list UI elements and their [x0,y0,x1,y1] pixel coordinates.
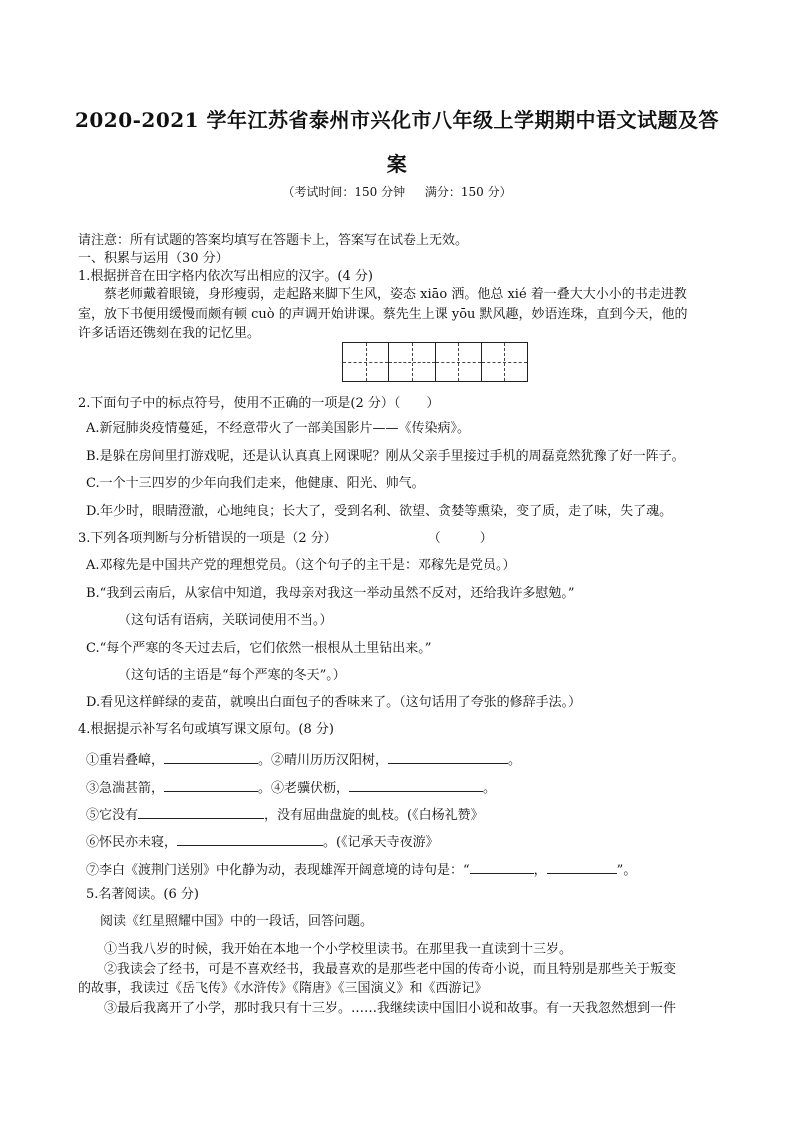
q4-line4-a: ⑥怀民亦未寝， [86,835,178,850]
q1-passage-line1: 蔡老师戴着眼镜，身形瘦弱，走起路来脚下生风，姿态 xiāo 洒。他总 xié 着一叠大大小小的书走进教 [104,287,687,302]
section-heading: 一、积累与运用（30 分） [78,251,229,266]
q2-option-b: B.是躲在房间里打游戏呢，还是认认真真上网课呢？刚从父亲手里接过手机的周磊竟然犹豫了好一阵子。 [86,449,685,464]
answer-blank[interactable] [547,859,617,874]
q2-option-d: D.年少时，眼睛澄澈，心地纯良；长大了，受到名利、欲望、贪婪等熏染，变了质，走了味，失了魂。 [86,504,673,519]
q4-line5-b: ， [533,863,547,878]
q3-option-b-note: （这句话有语病，关联词使用不当。） [118,613,333,628]
q4-stem: 4.根据提示补写名句或填写课文原句。(8 分) [78,722,334,737]
q1-stem: 1.根据拼音在田字格内依次写出相应的汉字。(4 分) [78,269,373,284]
answer-blank[interactable] [164,749,258,764]
q5-stem: 5.名著阅读。(6 分) [86,887,199,902]
q3-option-d: D.看见这样鲜绿的麦苗，就嗅出白面包子的香味来了。（这句话用了夸张的修辞手法。） [86,695,582,710]
q3-option-b: B.“我到云南后，从家信中知道，我母亲对我这一举动虽然不反对，还给我许多慰勉。” [86,586,575,601]
q4-line1 [86,749,521,770]
q5-passage-p3: ③最后我离开了小学，那时我只有十三岁。……我继续读中国旧小说和故事。有一天我忽然想到一件 [104,1000,677,1016]
q1-passage-line2: 室，放下书便用缓慢而颇有顿 cuò 的声调开始讲课。蔡先生上课 yōu 默风趣，妙语连珠，直到今天，他的 [78,306,688,322]
q3-option-a: A.邓稼先是中国共产党的理想党员。（这个句子的主干是：邓稼先是党员。） [86,558,516,573]
q3-option-c-note: （这句话的主语是“每个严寒的冬天”。） [118,668,346,683]
q4-line4 [86,831,439,852]
q4-line2 [86,777,496,798]
answer-blank[interactable] [470,859,534,874]
tianzige-grid [342,342,528,382]
notice: 请注意：所有试题的答案均填写在答题卡上，答案写在试卷上无效。 [78,233,469,248]
exam-title-line2: 案 [386,152,408,176]
q2-option-c: C.一个十三四岁的少年向我们走来，他健康、阳光、帅气。 [86,476,425,491]
q4-line4-b: 。(《记承天寺夜游》 [323,835,439,850]
q2-stem: 2.下面句子中的标点符号，使用不正确的一项是(2 分）（ ） [78,396,440,411]
q5-passage [78,940,728,1018]
grid-cell [482,343,527,381]
q1-passage-line3: 许多话语还镌刻在我的记忆里。 [78,326,261,341]
answer-blank[interactable] [388,749,508,764]
q5-intro: 阅读《红星照耀中国》中的一段话，回答问题。 [100,914,374,929]
answer-blank[interactable] [138,804,264,819]
q4-line3 [86,804,484,825]
grid-cell [389,343,435,381]
full-score: 满分：150 分） [424,185,512,199]
q4-line5-c: ”。 [616,863,637,878]
answer-blank[interactable] [164,777,258,792]
exam-time: （考试时间：150 分钟 [282,185,406,199]
q2-option-a: A.新冠肺炎疫情蔓延，不经意带火了一部美国影片——《传染病》。 [86,421,471,436]
grid-cell [436,343,482,381]
q4-line5 [86,859,636,880]
q4-line5-a: ⑦李白《渡荆门送别》中化静为动，表现雄浑开阔意境的诗句是：“ [86,863,470,878]
q4-line1-a: ①重岩叠嶂， [86,753,165,768]
q4-line3-a: ⑤它没有 [86,808,139,823]
q4-line2-b: 。④老骥伏枥， [258,781,350,796]
q4-line3-b: ，没有屈曲盘旋的虬枝。(《白杨礼赞》 [264,808,484,823]
q1-passage [78,285,728,344]
q5-passage-p1: ①当我八岁的时候，我开始在本地一个小学校里读书。在那里我一直读到十三岁。 [104,942,573,957]
q5-passage-p2a: ②我读会了经书，可是不喜欢经书，我最喜欢的是那些老中国的传奇小说，而且特别是那些关于叛变 [104,961,677,977]
answer-blank[interactable] [177,831,323,846]
q3-stem: 3.下列各项判断与分析错误的一项是（2 分） （ ） [78,531,493,546]
q4-line2-c: 。 [483,781,497,796]
q3-option-c: C.“每个严寒的冬天过去后，它们依然一根根从土里钻出来。” [86,641,432,656]
exam-title-line1: 2020-2021 学年江苏省泰州市兴化市八年级上学期期中语文试题及答 [74,108,720,132]
answer-blank[interactable] [349,777,483,792]
q4-line2-a: ③急湍甚箭， [86,781,165,796]
q4-line1-c: 。 [508,753,522,768]
exam-info [0,183,794,200]
grid-cell [343,343,389,381]
q5-passage-p2b: 的故事，我读过《岳飞传》《水浒传》《隋唐》《三国演义》和《西游记》 [78,981,488,996]
q4-line1-b: 。②晴川历历汉阳树， [258,753,389,768]
